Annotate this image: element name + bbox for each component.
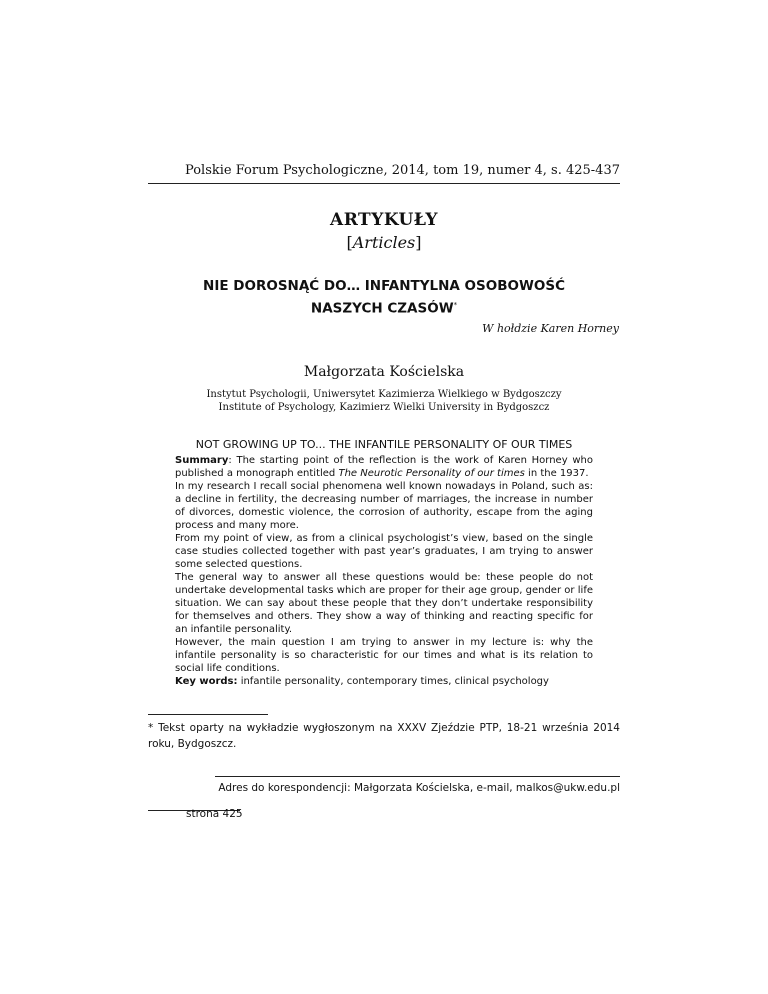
correspondence-address: Adres do korespondencji: Małgorzata Kościelska, e-mail, malkos@ukw.edu.pl [218, 782, 620, 794]
book-title: The Neurotic Personality of our times [338, 468, 525, 479]
footnote: * Tekst oparty na wykładzie wygłoszonym na XXXV Zjeździe PTP, 18-21 września 2014 roku, Bydgoszcz. [148, 722, 620, 750]
abstract-paragraph-2: In my research I recall social phenomena well known nowadays in Poland, such as: a decline in fertility, the decreasing number of marriages, the increase in number of divorces, domestic violence, the corrosion of authority, escape from the aging process and many more. [175, 481, 593, 531]
subtitle-open-bracket: [ [346, 233, 353, 252]
keywords-label: Key words: [175, 676, 238, 687]
affiliation-polish: Instytut Psychologii, Uniwersytet Kazimierza Wielkiego w Bydgoszczy [206, 389, 562, 400]
english-title: NOT GROWING UP TO... THE INFANTILE PERSONALITY OF OUR TIMES [195, 438, 573, 451]
summary-label: Summary [175, 455, 229, 466]
author-name: Małgorzata Kościelska [303, 364, 465, 380]
article-title [150, 277, 618, 319]
article-title-line-2-text: NASZYCH CZASÓW [310, 300, 454, 317]
section-subtitle [0, 233, 768, 252]
abstract-p1-text-b: in the 1937. [524, 468, 589, 479]
keywords [175, 675, 593, 688]
dedication: W hołdzie Karen Horney [482, 322, 619, 335]
footnote-rule [148, 714, 268, 715]
correspondence-rule [215, 776, 620, 777]
affiliation-english: Institute of Psychology, Kazimierz Wielki University in Bydgoszcz [218, 402, 550, 413]
running-header: Polskie Forum Psychologiczne, 2014, tom 19, numer 4, s. 425-437 [184, 163, 620, 178]
abstract-paragraph-3: From my point of view, as from a clinical psychologist’s view, based on the single case studies collected together with past year’s graduates, I am trying to answer some selected questions. [175, 533, 593, 570]
abstract-paragraph-1 [175, 454, 593, 480]
section-title: ARTYKUŁY [330, 210, 438, 230]
affiliation [0, 388, 768, 414]
page-number: strona 425 [186, 808, 243, 820]
abstract [175, 454, 593, 688]
subtitle-close-bracket: ] [415, 233, 422, 252]
article-title-line-1: NIE DOROSNĄĆ DO… INFANTYLNA OSOBOWOŚĆ [203, 278, 565, 294]
header-rule [148, 183, 620, 184]
keywords-text: infantile personality, contemporary times, clinical psychology [237, 676, 549, 687]
abstract-p1-text-a: : The starting point of the reflection is the work of Karen Horney who published a monograph entitled [175, 455, 593, 479]
article-title-line-2 [150, 296, 618, 319]
abstract-paragraph-5: However, the main question I am trying to answer in my lecture is: why the infantile personality is so characteristic for our times and what is its relation to social life conditions. [175, 637, 593, 674]
title-footnote-mark: * [453, 301, 458, 309]
abstract-paragraph-4: The general way to answer all these questions would be: these people do not undertake developmental tasks which are proper for their age group, gender or life situation. We can say about these people that they don’t undertake responsibility for themselves and others. They show a way of thinking and reacting specific for an infantile personality. [175, 572, 593, 635]
subtitle-italic: Articles [352, 233, 416, 252]
